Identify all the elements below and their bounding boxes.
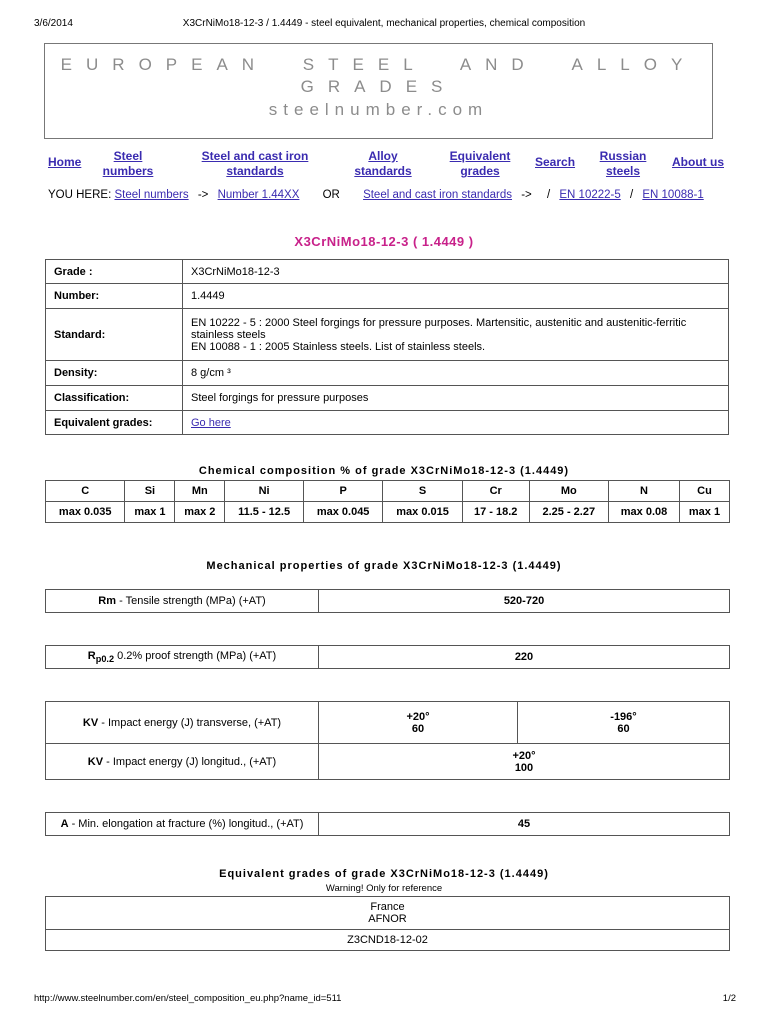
chem-header-cell: Mn [175,481,225,502]
chem-header-cell: N [609,481,680,502]
equivalent-grades-label: Equivalent grades: [46,411,183,435]
density-value: 8 g/cm ³ [183,361,729,386]
equivalent-grades-table [45,896,730,951]
energy-value: 60 [617,722,630,735]
chem-value-cell: max 0.045 [303,502,382,523]
breadcrumb-slash: / [546,189,551,201]
grade-info-table [45,259,729,435]
print-title: X3CrNiMo18-12-3 / 1.4449 - steel equivalent, mechanical properties, chemical composition [182,18,586,29]
table-row [46,361,729,386]
kv-text: - Impact energy (J) transverse, (+AT) [98,716,282,729]
table-row [46,260,729,284]
equiv-country [46,897,730,930]
breadcrumb-slash-2: / [629,189,634,201]
kv-symbol: KV [87,755,104,768]
country-name: France [370,901,405,913]
number-value: 1.4449 [183,284,729,309]
chem-header-cell: Cr [462,481,529,502]
go-here-link[interactable]: Go here [191,416,231,429]
tensile-strength-value: 520-720 [319,590,730,613]
rm-text: - Tensile strength (MPa) (+AT) [116,595,266,607]
standard-name: AFNOR [368,913,407,925]
chem-value-cell: max 0.08 [609,502,680,523]
banner-title: EUROPEAN STEEL AND ALLOY GRADES [60,55,697,96]
density-label: Density: [46,361,183,386]
table-row [46,309,729,361]
breadcrumb-arrow: -> [197,189,209,201]
a-text: - Min. elongation at fracture (%) longitud., (+AT) [68,818,304,830]
table-row [46,386,729,411]
equiv-warning: Warning! Only for reference [325,883,443,894]
chem-header-cell: Mo [529,481,608,502]
table-row [46,481,730,502]
rp-subscript: p0.2 [95,654,115,665]
standard-value [183,309,729,361]
table-row [46,502,730,523]
classification-label: Classification: [46,386,183,411]
breadcrumb-en10088[interactable]: EN 10088-1 [642,189,704,201]
temp-label: -196° [610,710,637,723]
chem-header-cell: Ni [225,481,304,502]
nav-alloy-standards[interactable]: Alloy standards [354,149,412,178]
elongation-label [46,813,319,836]
standard-en10088: EN 10088 - 1 : 2005 Stainless steels. List of stainless steels. [191,340,486,353]
table-row [46,590,730,613]
breadcrumb-or: OR [322,189,340,201]
table-row [46,702,730,744]
nav-about-us[interactable]: About us [672,155,724,169]
breadcrumb-number[interactable]: Number 1.44XX [217,189,300,201]
equiv-title: Equivalent grades of grade X3CrNiMo18-12-3 (1.4449) [219,868,549,880]
energy-value: 100 [514,761,534,774]
chem-value-cell: max 0.015 [383,502,462,523]
a-symbol: A [60,818,69,830]
nav-steel-numbers[interactable]: Steel numbers [102,149,154,178]
nav-equivalent-grades[interactable]: Equivalent grades [449,149,511,178]
breadcrumb-en10222[interactable]: EN 10222-5 [559,189,621,201]
grade-value: X3CrNiMo18-12-3 [183,260,729,284]
chem-value-cell: max 1 [680,502,730,523]
breadcrumb-steel-numbers[interactable]: Steel numbers [114,189,189,201]
impact-transverse-196 [518,702,730,744]
chem-header-cell: P [303,481,382,502]
impact-longitudinal-20 [319,744,730,780]
nav-home[interactable]: Home [48,155,82,169]
elongation-table [45,812,730,836]
standard-en10222: EN 10222 - 5 : 2000 Steel forgings for pressure purposes. Martensitic, austenitic and austenitic-ferritic stainless steels [191,316,687,341]
nav-search[interactable]: Search [535,155,576,169]
table-row [46,930,730,951]
rm-symbol: Rm [98,595,117,607]
standard-label: Standard: [46,309,183,361]
kv-text: - Impact energy (J) longitud., (+AT) [103,755,277,768]
table-row [46,744,730,780]
nav-steel-standards[interactable]: Steel and cast iron standards [201,149,309,178]
print-date: 3/6/2014 [34,18,73,29]
rp-text: 0.2% proof strength (MPa) (+AT) [114,649,277,662]
breadcrumb [48,188,728,203]
grade-title: X3CrNiMo18-12-3 ( 1.4449 ) [294,234,474,249]
classification-value: Steel forgings for pressure purposes [183,386,729,411]
print-url: http://www.steelnumber.com/en/steel_composition_eu.php?name_id=511 [34,993,342,1004]
temp-label: +20° [406,710,430,723]
chem-value-cell: max 2 [175,502,225,523]
rp-symbol: R [87,649,96,662]
nav-russian-steels[interactable]: Russian steels [599,149,647,178]
proof-strength-label [46,646,319,669]
impact-transverse-label [46,702,319,744]
mech-title: Mechanical properties of grade X3CrNiMo18-12-3 (1.4449) [206,560,562,572]
chem-value-cell: max 1 [125,502,175,523]
chem-value-cell: max 0.035 [46,502,125,523]
site-banner [44,43,713,139]
chem-header-cell: Cu [680,481,730,502]
breadcrumb-prefix: YOU HERE: [48,189,112,201]
breadcrumb-standards[interactable]: Steel and cast iron standards [363,189,513,201]
table-row [46,411,729,435]
chem-value-cell: 17 - 18.2 [462,502,529,523]
chem-value-cell: 11.5 - 12.5 [225,502,304,523]
chem-title: Chemical composition % of grade X3CrNiMo18-12-3 (1.4449) [198,465,570,477]
chem-header-cell: Si [125,481,175,502]
table-row [46,646,730,669]
impact-transverse-20 [319,702,518,744]
table-row [46,897,730,930]
impact-energy-table [45,701,730,780]
banner-domain: steelnumber.com [268,100,489,119]
number-label: Number: [46,284,183,309]
equivalent-grades-cell [183,411,729,435]
grade-label: Grade : [46,260,183,284]
tensile-strength-table [45,589,730,613]
breadcrumb-arrow-2: -> [521,189,532,201]
proof-strength-value: 220 [319,646,730,669]
chem-header-cell: S [383,481,462,502]
energy-value: 60 [411,722,425,735]
temp-label: +20° [512,749,536,762]
proof-strength-table [45,645,730,669]
equiv-grade: Z3CND18-12-02 [46,930,730,951]
main-nav [0,149,768,179]
chem-value-cell: 2.25 - 2.27 [529,502,608,523]
kv-symbol: KV [82,716,99,729]
page-number: 1/2 [722,993,736,1004]
table-row [46,284,729,309]
elongation-value: 45 [319,813,730,836]
chem-header-cell: C [46,481,125,502]
table-row [46,813,730,836]
impact-longitudinal-label [46,744,319,780]
chemical-composition-table [45,480,730,523]
tensile-strength-label [46,590,319,613]
